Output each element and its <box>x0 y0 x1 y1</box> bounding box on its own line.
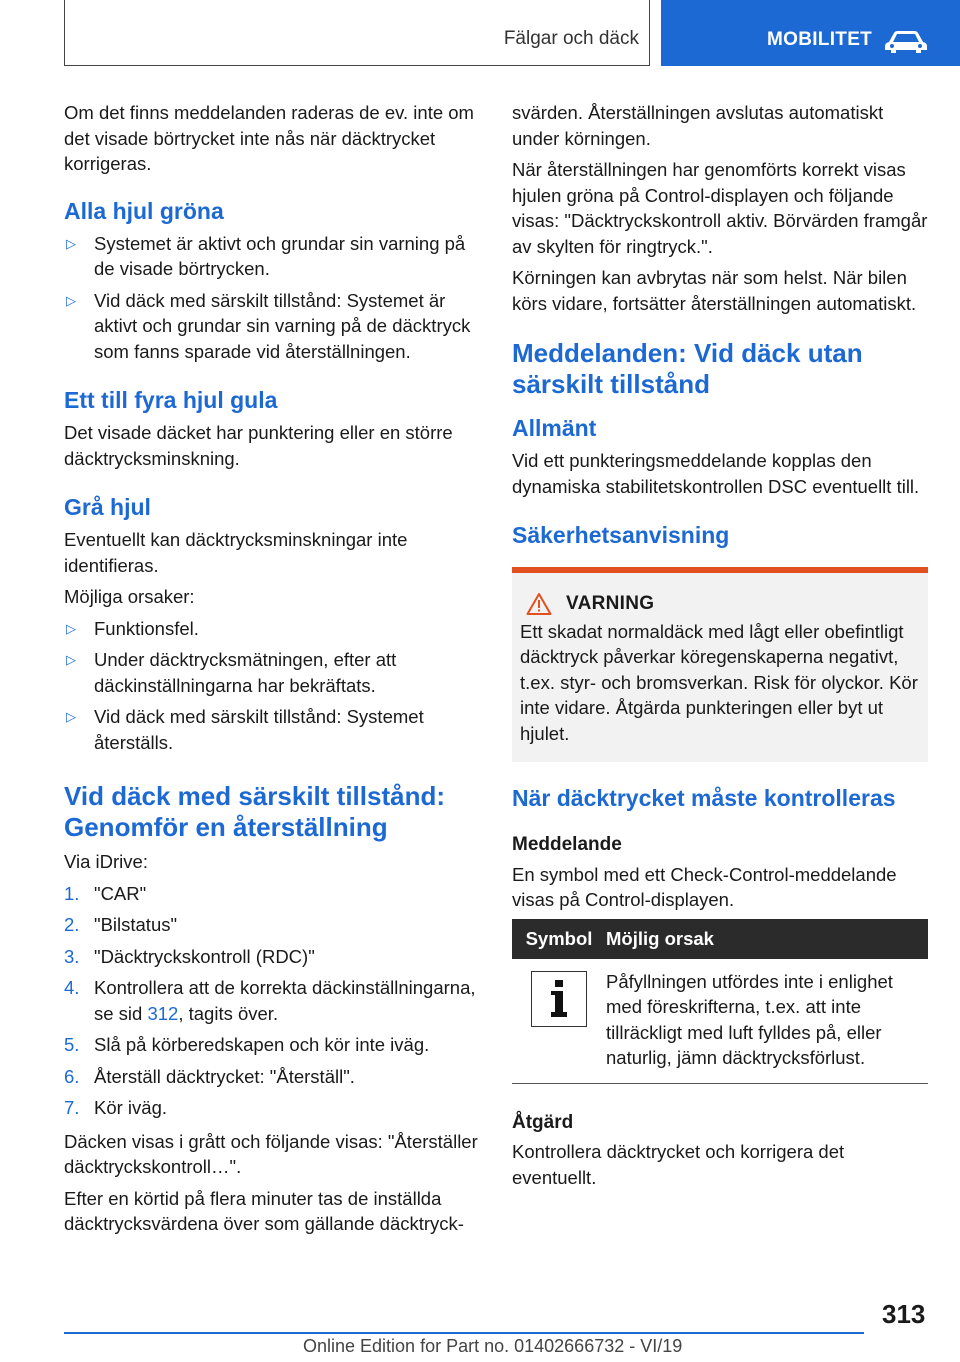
section-title: Fälgar och däck <box>503 28 639 49</box>
header-section-box <box>64 0 650 66</box>
after-text-2: Efter en körtid på flera minuter tas de inställda däcktrycksvärdena över som gällande däcktryck- <box>64 1187 464 1234</box>
step-item: 4. Kontrollera att de korrekta däckinställningarna, se sid 312, tagits över. <box>64 977 476 1024</box>
heading-reset: Vid däck med särskilt tillstånd: Genomför en återställning <box>64 781 445 842</box>
step-item: 1. "CAR" <box>64 882 147 904</box>
continued-text-3: Körningen kan avbrytas när som helst. När bilen körs vidare, fortsätter återställningen automatiskt. <box>512 267 917 314</box>
step-item: 2. "Bilstatus" <box>64 914 178 935</box>
triangle-bullet-icon: ▷ <box>66 292 76 308</box>
warning-title: VARNING <box>566 593 655 614</box>
table-header-cause: Möjlig orsak <box>606 927 714 949</box>
chapter-tab-label: MOBILITET <box>767 29 873 50</box>
after-text-1: Däcken visas i grått och följande visas: "Återställer däcktryckskontroll…". <box>64 1130 478 1177</box>
table-cell-cause: Påfyllningen utfördes inte i enlighet med föreskrifterna, t.ex. att inte tillräckligt med luft fylldes på, eller naturlig, jämn däcktrycksförlust. <box>606 970 893 1068</box>
heading-all-green: Alla hjul gröna <box>64 197 224 224</box>
step-item: 7. Kör iväg. <box>64 1097 168 1118</box>
list-item: ▷ Funktionsfel. <box>64 616 484 642</box>
warning-triangle-icon <box>526 592 552 616</box>
table-row <box>512 959 928 1083</box>
symbol-table <box>512 919 928 1084</box>
table-header-symbol: Symbol <box>525 927 593 949</box>
causes-label: Möjliga orsaker: <box>64 586 195 607</box>
step-item: 5. Slå på körberedskapen och kör inte iväg. <box>64 1034 430 1055</box>
triangle-bullet-icon: ▷ <box>66 652 76 667</box>
action-text: Kontrollera däcktrycket och korrigera det eventuellt. <box>512 1141 845 1188</box>
message-text: En symbol med ett Check-Control-meddelande visas på Control-displayen. <box>512 863 897 910</box>
table-header <box>512 919 928 959</box>
heading-check-pressure: När däcktrycket måste kontrolleras <box>512 785 896 811</box>
causes-list <box>64 616 484 756</box>
green-list <box>64 231 484 365</box>
via-idrive: Via iDrive: <box>64 851 148 872</box>
footer-edition: Online Edition for Part no. 01402666732 - VI/19 <box>303 1336 683 1356</box>
intro-text: Om det finns meddelanden raderas de ev. inte om det visade börtrycket inte nås när däcktrycket korrigeras. <box>64 102 474 174</box>
heading-message: Meddelande <box>512 834 622 855</box>
heading-action: Åtgärd <box>512 1111 574 1133</box>
list-item: ▷ Vid däck med särskilt tillstånd: Systemet återställs. <box>66 706 424 753</box>
triangle-bullet-icon: ▷ <box>66 620 76 636</box>
list-item: ▷ Vid däck med särskilt tillstånd: Systemet är aktivt och grundar sin varning på de däcktryck som fanns sparade vid återställningen. <box>66 289 471 362</box>
heading-general: Allmänt <box>512 415 597 441</box>
heading-messages: Meddelanden: Vid däck utan särskilt tillstånd <box>512 338 863 399</box>
car-icon <box>883 28 929 54</box>
page-number: 313 <box>882 1299 926 1329</box>
general-text: Vid ett punkteringsmeddelande kopplas den dynamiska stabilitetskontrollen DSC eventuellt till. <box>512 450 920 497</box>
chapter-tab[interactable] <box>661 0 960 66</box>
reset-steps <box>64 881 484 1121</box>
footer-divider <box>64 1332 864 1334</box>
warning-box <box>512 567 928 762</box>
list-item: ▷ Systemet är aktivt och grundar sin varning på de visade börtrycken. <box>66 232 466 279</box>
step-item: 6. Återställ däcktrycket: "Återställ". <box>64 1065 355 1087</box>
heading-safety: Säkerhetsanvisning <box>512 522 730 548</box>
info-icon <box>531 971 587 1027</box>
right-column <box>512 100 928 1196</box>
heading-grey: Grå hjul <box>64 494 151 520</box>
continued-text-2: När återställningen har genomförts korrekt visas hjulen gröna på Control-displayen och följande visas: "Däcktryckskontroll aktiv. Börvärden framgår av skylten för ringtryck.". <box>512 159 928 257</box>
warning-text: Ett skadat normaldäck med lågt eller obefintligt däcktryck påverkar köregenskaperna negativt, t.ex. styr- och bromsverkan. Risk för olyckor. Kör inte vidare. Åtgärda punkteringen eller byt ut hjulet. <box>520 620 918 744</box>
yellow-text: Det visade däcket har punktering eller en större däcktrycksminskning. <box>64 422 453 469</box>
heading-yellow: Ett till fyra hjul gula <box>64 387 278 413</box>
triangle-bullet-icon: ▷ <box>66 235 76 251</box>
left-column <box>64 100 484 1243</box>
grey-text: Eventuellt kan däcktrycksminskningar inte identifieras. <box>64 529 408 576</box>
page-link[interactable]: 312 <box>147 1002 179 1024</box>
list-item: ▷ Under däcktrycksmätningen, efter att däckinställningarna har bekräftats. <box>66 649 397 696</box>
step-item: 3. "Däcktryckskontroll (RDC)" <box>64 945 315 967</box>
triangle-bullet-icon: ▷ <box>66 709 76 724</box>
continued-text-1: svärden. Återställningen avslutas automatiskt under körningen. <box>512 102 884 149</box>
